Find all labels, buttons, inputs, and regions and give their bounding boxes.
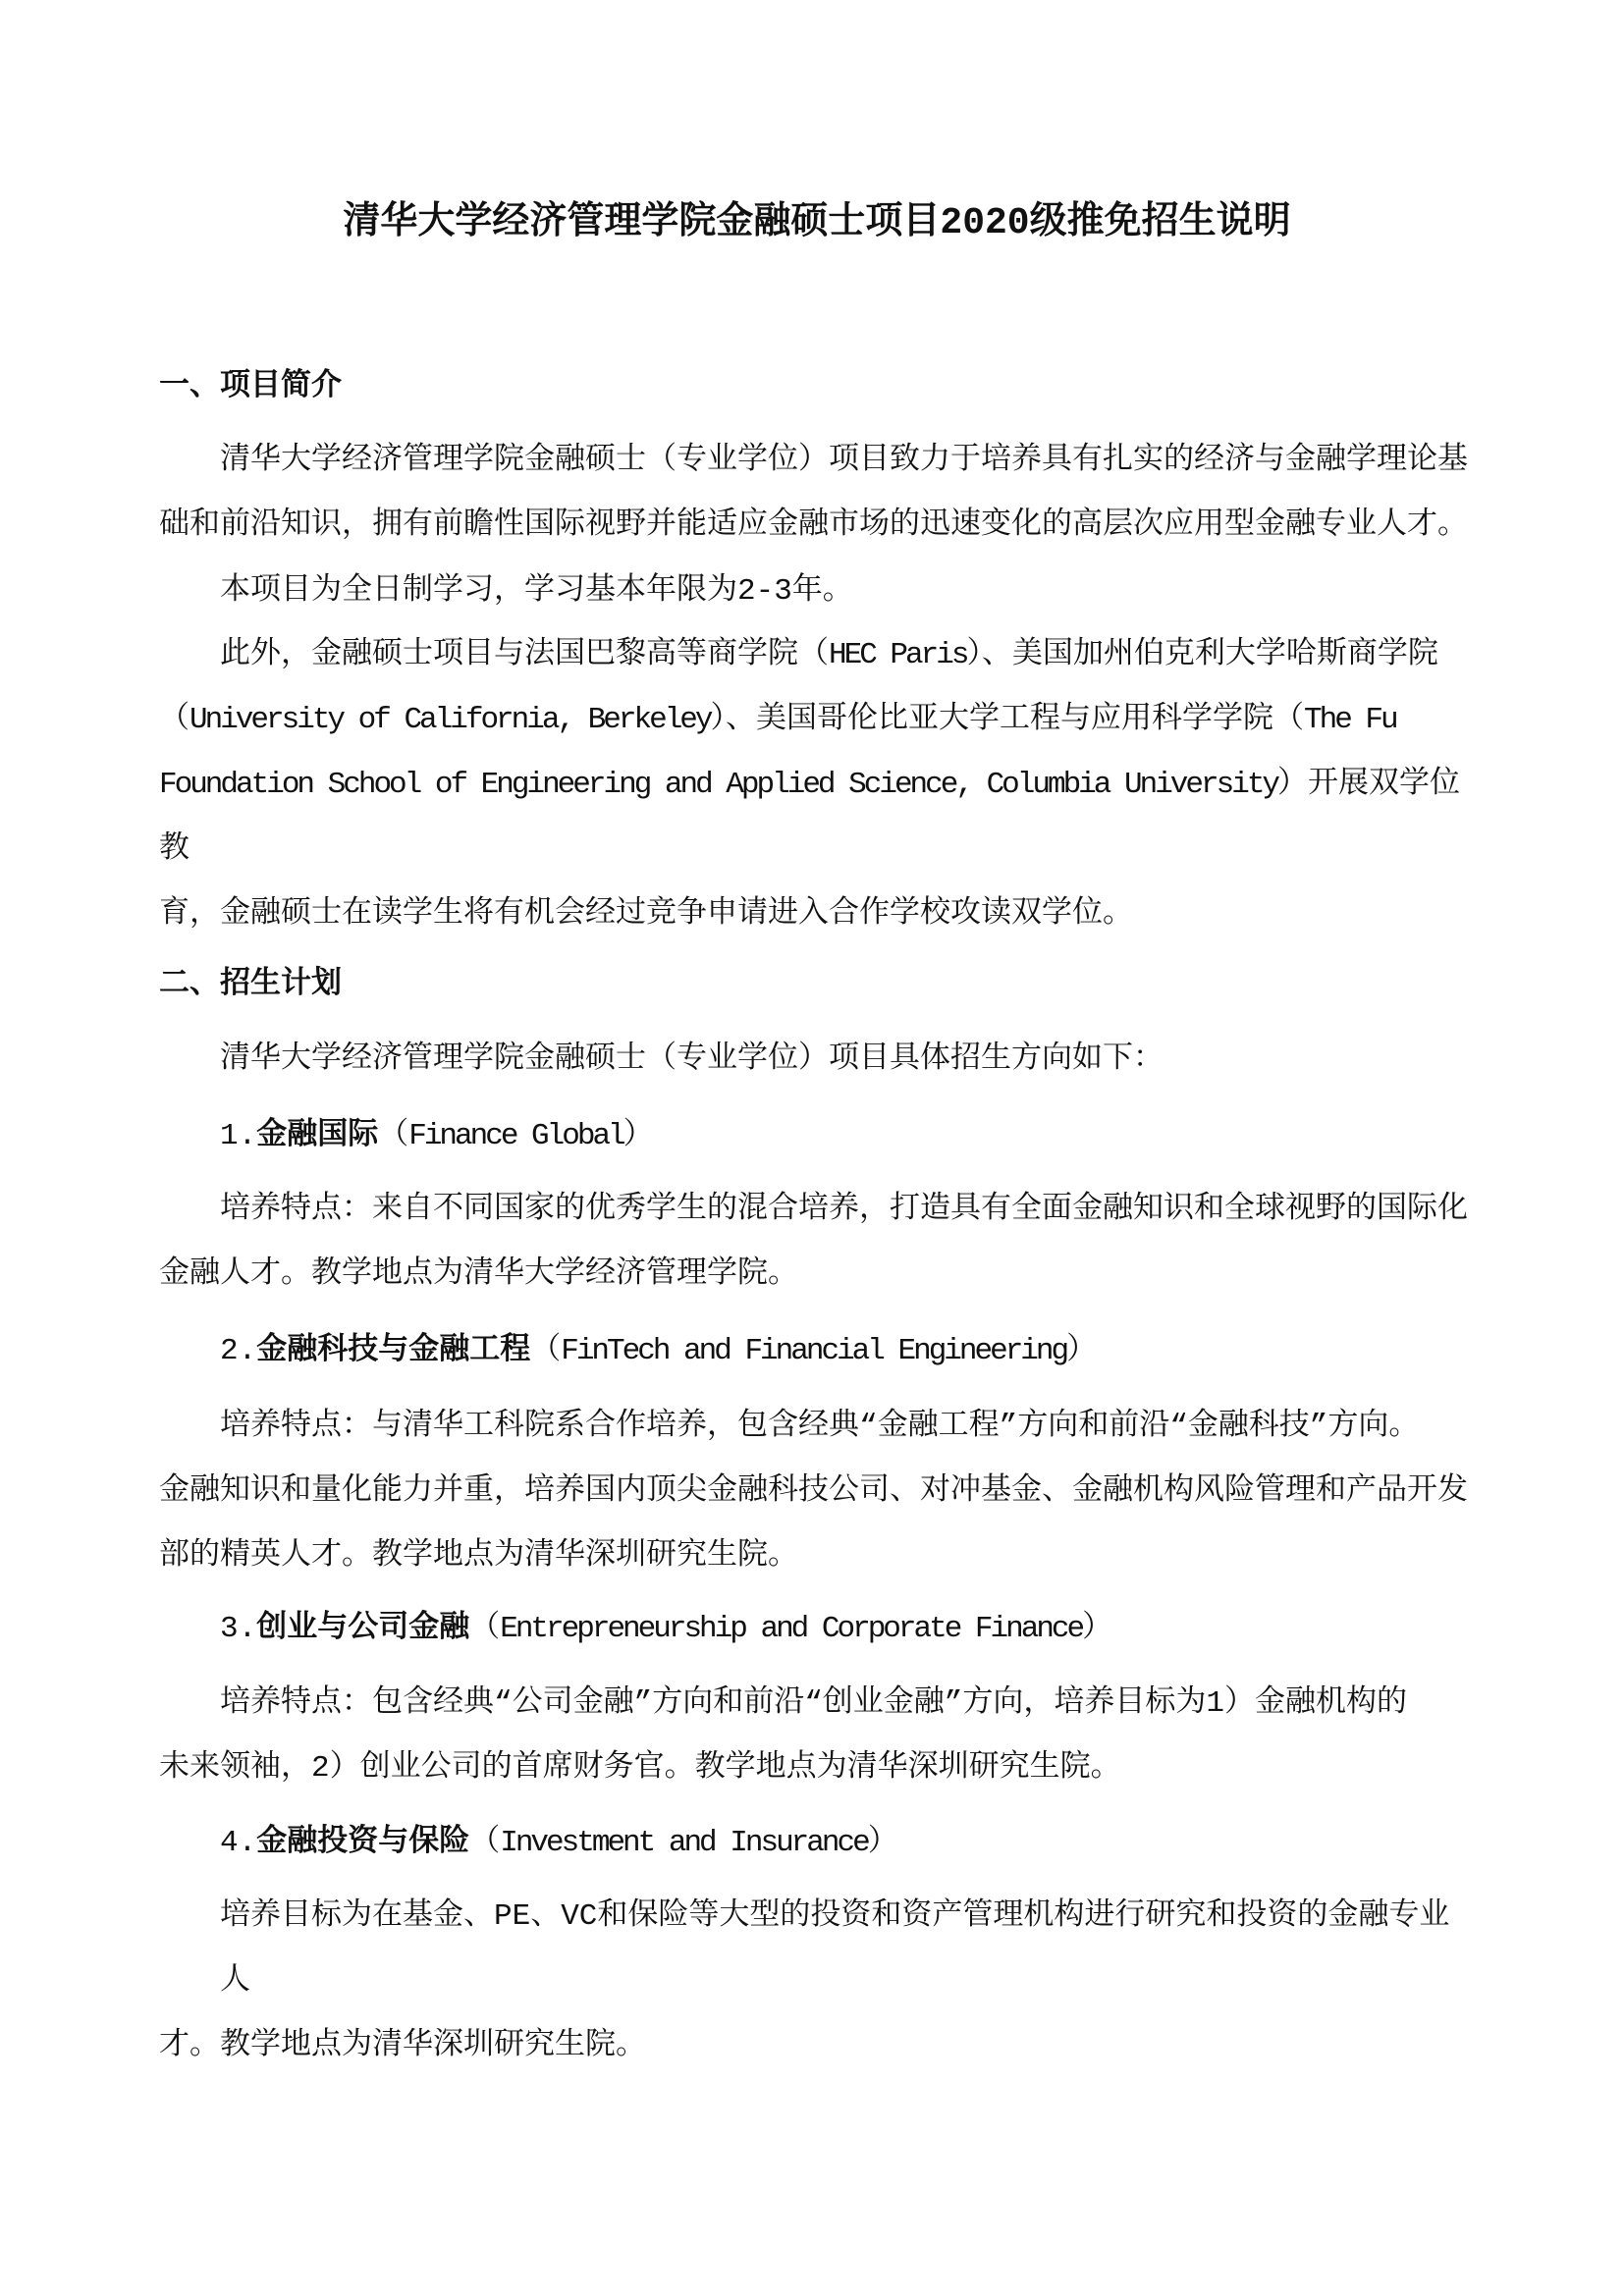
section-1-paragraph-1 [159,429,1475,559]
track-name: 金融科技与金融工程 [256,1334,531,1368]
track-name: 金融国际 [256,1119,379,1153]
track-number: 3. [220,1612,257,1646]
section-1-heading: 一、项目简介 [159,370,342,404]
text-line: 才。教学地点为清华深圳研究生院。 [159,2029,646,2063]
text-line: 金融知识和量化能力并重，培养国内顶尖金融科技公司、对冲基金、金融机构风险管理和产品开发 [159,1474,1468,1509]
text-line: 础和前沿知识，拥有前瞻性国际视野并能适应金融市场的迅速变化的高层次应用型金融专业人才。 [159,508,1468,543]
latin-text-run: HEC Paris [829,638,967,672]
text-line: 培养特点：与清华工科院系合作培养，包含经典“金融工程”方向和前沿“金融科技”方向。 [220,1410,1420,1444]
latin-text-run: University of California, Berkeley [189,703,711,737]
text-line: 培养特点：来自不同国家的优秀学生的混合培养，打造具有全面金融知识和全球视野的国际化 [220,1193,1468,1227]
latin-text-run: FinTech and Financial Engineering [561,1334,1067,1368]
track-heading [159,1319,1475,1384]
track-name: 金融投资与保险 [256,1826,470,1860]
section-1-paragraph-3 [159,623,1475,947]
text-line: 培养目标为在基金、PE、VC和保险等大型的投资和资产管理机构进行研究和投资的金融专业人 [220,1899,1450,1999]
text-line: 育，金融硕士在读学生将有机会经过竞争申请进入合作学校攻读双学位。 [159,897,1133,932]
track-english-name: （Entrepreneurship and Corporate Finance） [469,1612,1113,1646]
track-name: 创业与公司金融 [256,1612,470,1646]
text-line: （University of California, Berkeley）、美国哥伦比亚大学工程与应用科学学院（The Fu [159,703,1396,737]
section-1-paragraph-2 [159,560,1475,624]
text-line: 此外，金融硕士项目与法国巴黎高等商学院（HEC Paris）、美国加州伯克利大学哈斯商学院 [220,638,1438,672]
latin-text-run: The Fu [1304,703,1396,737]
text-line: 清华大学经济管理学院金融硕士（专业学位）项目具体招生方向如下： [220,1042,1164,1077]
track-heading [159,1811,1475,1876]
track-english-name: （FinTech and Financial Engineering） [530,1334,1098,1368]
text-line: 清华大学经济管理学院金融硕士（专业学位）项目致力于培养具有扎实的经济与金融学理论基 [220,444,1468,478]
document-title: 清华大学经济管理学院金融硕士项目2020级推免招生说明 [343,202,1291,244]
track-1 [159,1104,1475,1308]
text-line: 未来领袖，2）创业公司的首席财务官。教学地点为清华深圳研究生院。 [159,1751,1121,1786]
text-line: 部的精英人才。教学地点为清华深圳研究生院。 [159,1539,798,1574]
track-number: 4. [220,1826,257,1860]
track-english-name: （Finance Global） [378,1119,654,1153]
track-3 [159,1597,1475,1801]
track-heading [159,1104,1475,1169]
track-number: 2. [220,1334,257,1368]
latin-text-run: Investment and Insurance [500,1826,868,1860]
section-2-heading: 二、招生计划 [159,968,342,1002]
text-line: Foundation School of Engineering and Applied Science, Columbia University）开展双学位教 [159,768,1461,867]
latin-text-run: Finance Global [408,1119,623,1153]
track-4 [159,1811,1475,2079]
section-2-intro [159,1028,1475,1093]
track-2 [159,1319,1475,1589]
track-english-name: （Investment and Insurance） [469,1826,898,1860]
text-line: 培养特点：包含经典“公司金融”方向和前沿“创业金融”方向，培养目标为1）金融机构的 [220,1686,1408,1721]
latin-text-run: Entrepreneurship and Corporate Finance [500,1612,1083,1646]
track-heading [159,1597,1475,1662]
text-line: 金融人才。教学地点为清华大学经济管理学院。 [159,1257,798,1292]
latin-text-run: Foundation School of Engineering and Applied Science, Columbia University [159,768,1278,802]
text-line: 本项目为全日制学习，学习基本年限为2-3年。 [220,574,853,609]
track-number: 1. [220,1119,257,1153]
